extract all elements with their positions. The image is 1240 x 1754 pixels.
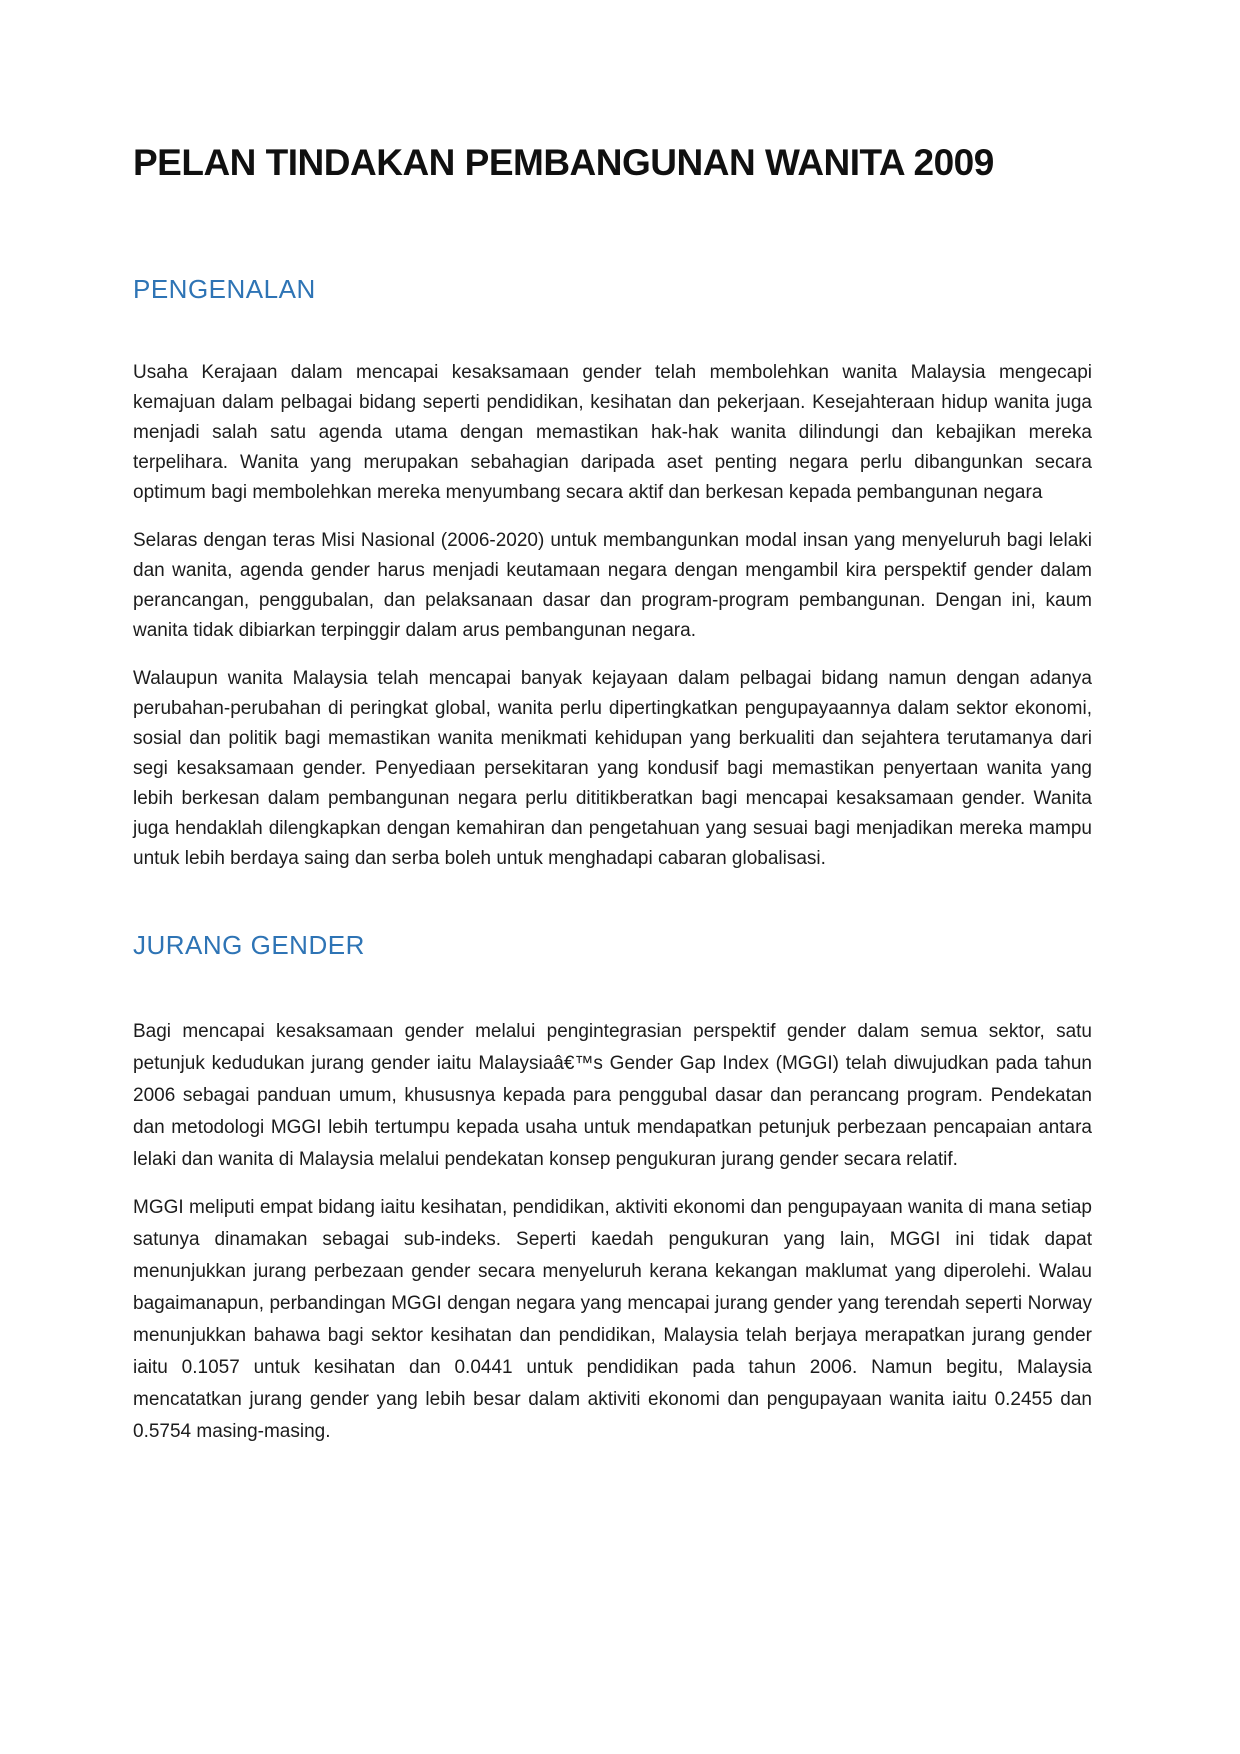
- section-jurang-gender: [133, 930, 1092, 1448]
- pengenalan-paragraph-1: Usaha Kerajaan dalam mencapai kesaksamaan gender telah membolehkan wanita Malaysia mengecapi kemajuan dalam pelbagai bidang seperti pendidikan, kesihatan dan pekerjaan. Kesejahteraan hidup wanita juga menjadi salah satu agenda utama dengan memastikan hak-hak wanita dilindungi dan kebajikan mereka terpelihara. Wanita yang merupakan sebahagian daripada aset penting negara perlu dibangunkan secara optimum bagi membolehkan mereka menyumbang secara aktif dan berkesan kepada pembangunan negara: [133, 362, 1092, 503]
- jurang-gender-paragraph-2: MGGI meliputi empat bidang iaitu kesihatan, pendidikan, aktiviti ekonomi dan pengupayaan wanita di mana setiap satunya dinamakan sebagai sub-indeks. Seperti kaedah pengukuran yang lain, MGGI ini tidak dapat menunjukkan jurang perbezaan gender secara menyeluruh kerana kekangan maklumat yang diperolehi. Walau bagaimanapun, perbandingan MGGI dengan negara yang mencapai jurang gender yang terendah seperti Norway menunjukkan bahawa bagi sektor kesihatan dan pendidikan, Malaysia telah berjaya merapatkan jurang gender iaitu 0.1057 untuk kesihatan dan 0.0441 untuk pendidikan pada tahun 2006. Namun begitu, Malaysia mencatatkan jurang gender yang lebih besar dalam aktiviti ekonomi dan pengupayaan wanita iaitu 0.2455 dan 0.5754 masing-masing.: [133, 1197, 1092, 1442]
- section-pengenalan: [133, 274, 1092, 874]
- pengenalan-paragraph-2: Selaras dengan teras Misi Nasional (2006-2020) untuk membangunkan modal insan yang menyeluruh bagi lelaki dan wanita, agenda gender harus menjadi keutamaan negara dengan mengambil kira perspektif gender dalam perancangan, penggubalan, dan pelaksanaan dasar dan program-program pembangunan. Dengan ini, kaum wanita tidak dibiarkan terpinggir dalam arus pembangunan negara.: [133, 530, 1092, 641]
- jurang-gender-paragraph-1: Bagi mencapai kesaksamaan gender melalui pengintegrasian perspektif gender dalam semua sektor, satu petunjuk kedudukan jurang gender iaitu Malaysiaâ€™s Gender Gap Index (MGGI) telah diwujudkan pada tahun 2006 sebagai panduan umum, khususnya kepada para penggubal dasar dan perancang program. Pendekatan dan metodologi MGGI lebih tertumpu kepada usaha untuk mendapatkan petunjuk perbezaan pencapaian antara lelaki dan wanita di Malaysia melalui pendekatan konsep pengukuran jurang gender secara relatif.: [133, 1021, 1092, 1170]
- pengenalan-paragraph-3: Walaupun wanita Malaysia telah mencapai banyak kejayaan dalam pelbagai bidang namun dengan adanya perubahan-perubahan di peringkat global, wanita perlu dipertingkatkan pengupayaannya dalam sektor ekonomi, sosial dan politik bagi memastikan wanita menikmati kehidupan yang berkualiti dan sejahtera terutamanya dari segi kesaksamaan gender. Penyediaan persekitaran yang kondusif bagi memastikan penyertaan wanita yang lebih berkesan dalam pembangunan negara perlu dititikberatkan bagi mencapai kesaksamaan gender. Wanita juga hendaklah dilengkapkan dengan kemahiran dan pengetahuan yang sesuai bagi menjadikan mereka mampu untuk lebih berdaya saing dan serba boleh untuk menghadapi cabaran globalisasi.: [133, 668, 1092, 869]
- section-heading-jurang-gender: JURANG GENDER: [133, 930, 365, 960]
- section-heading-pengenalan: PENGENALAN: [133, 274, 316, 304]
- page-title: PELAN TINDAKAN PEMBANGUNAN WANITA 2009: [133, 142, 994, 183]
